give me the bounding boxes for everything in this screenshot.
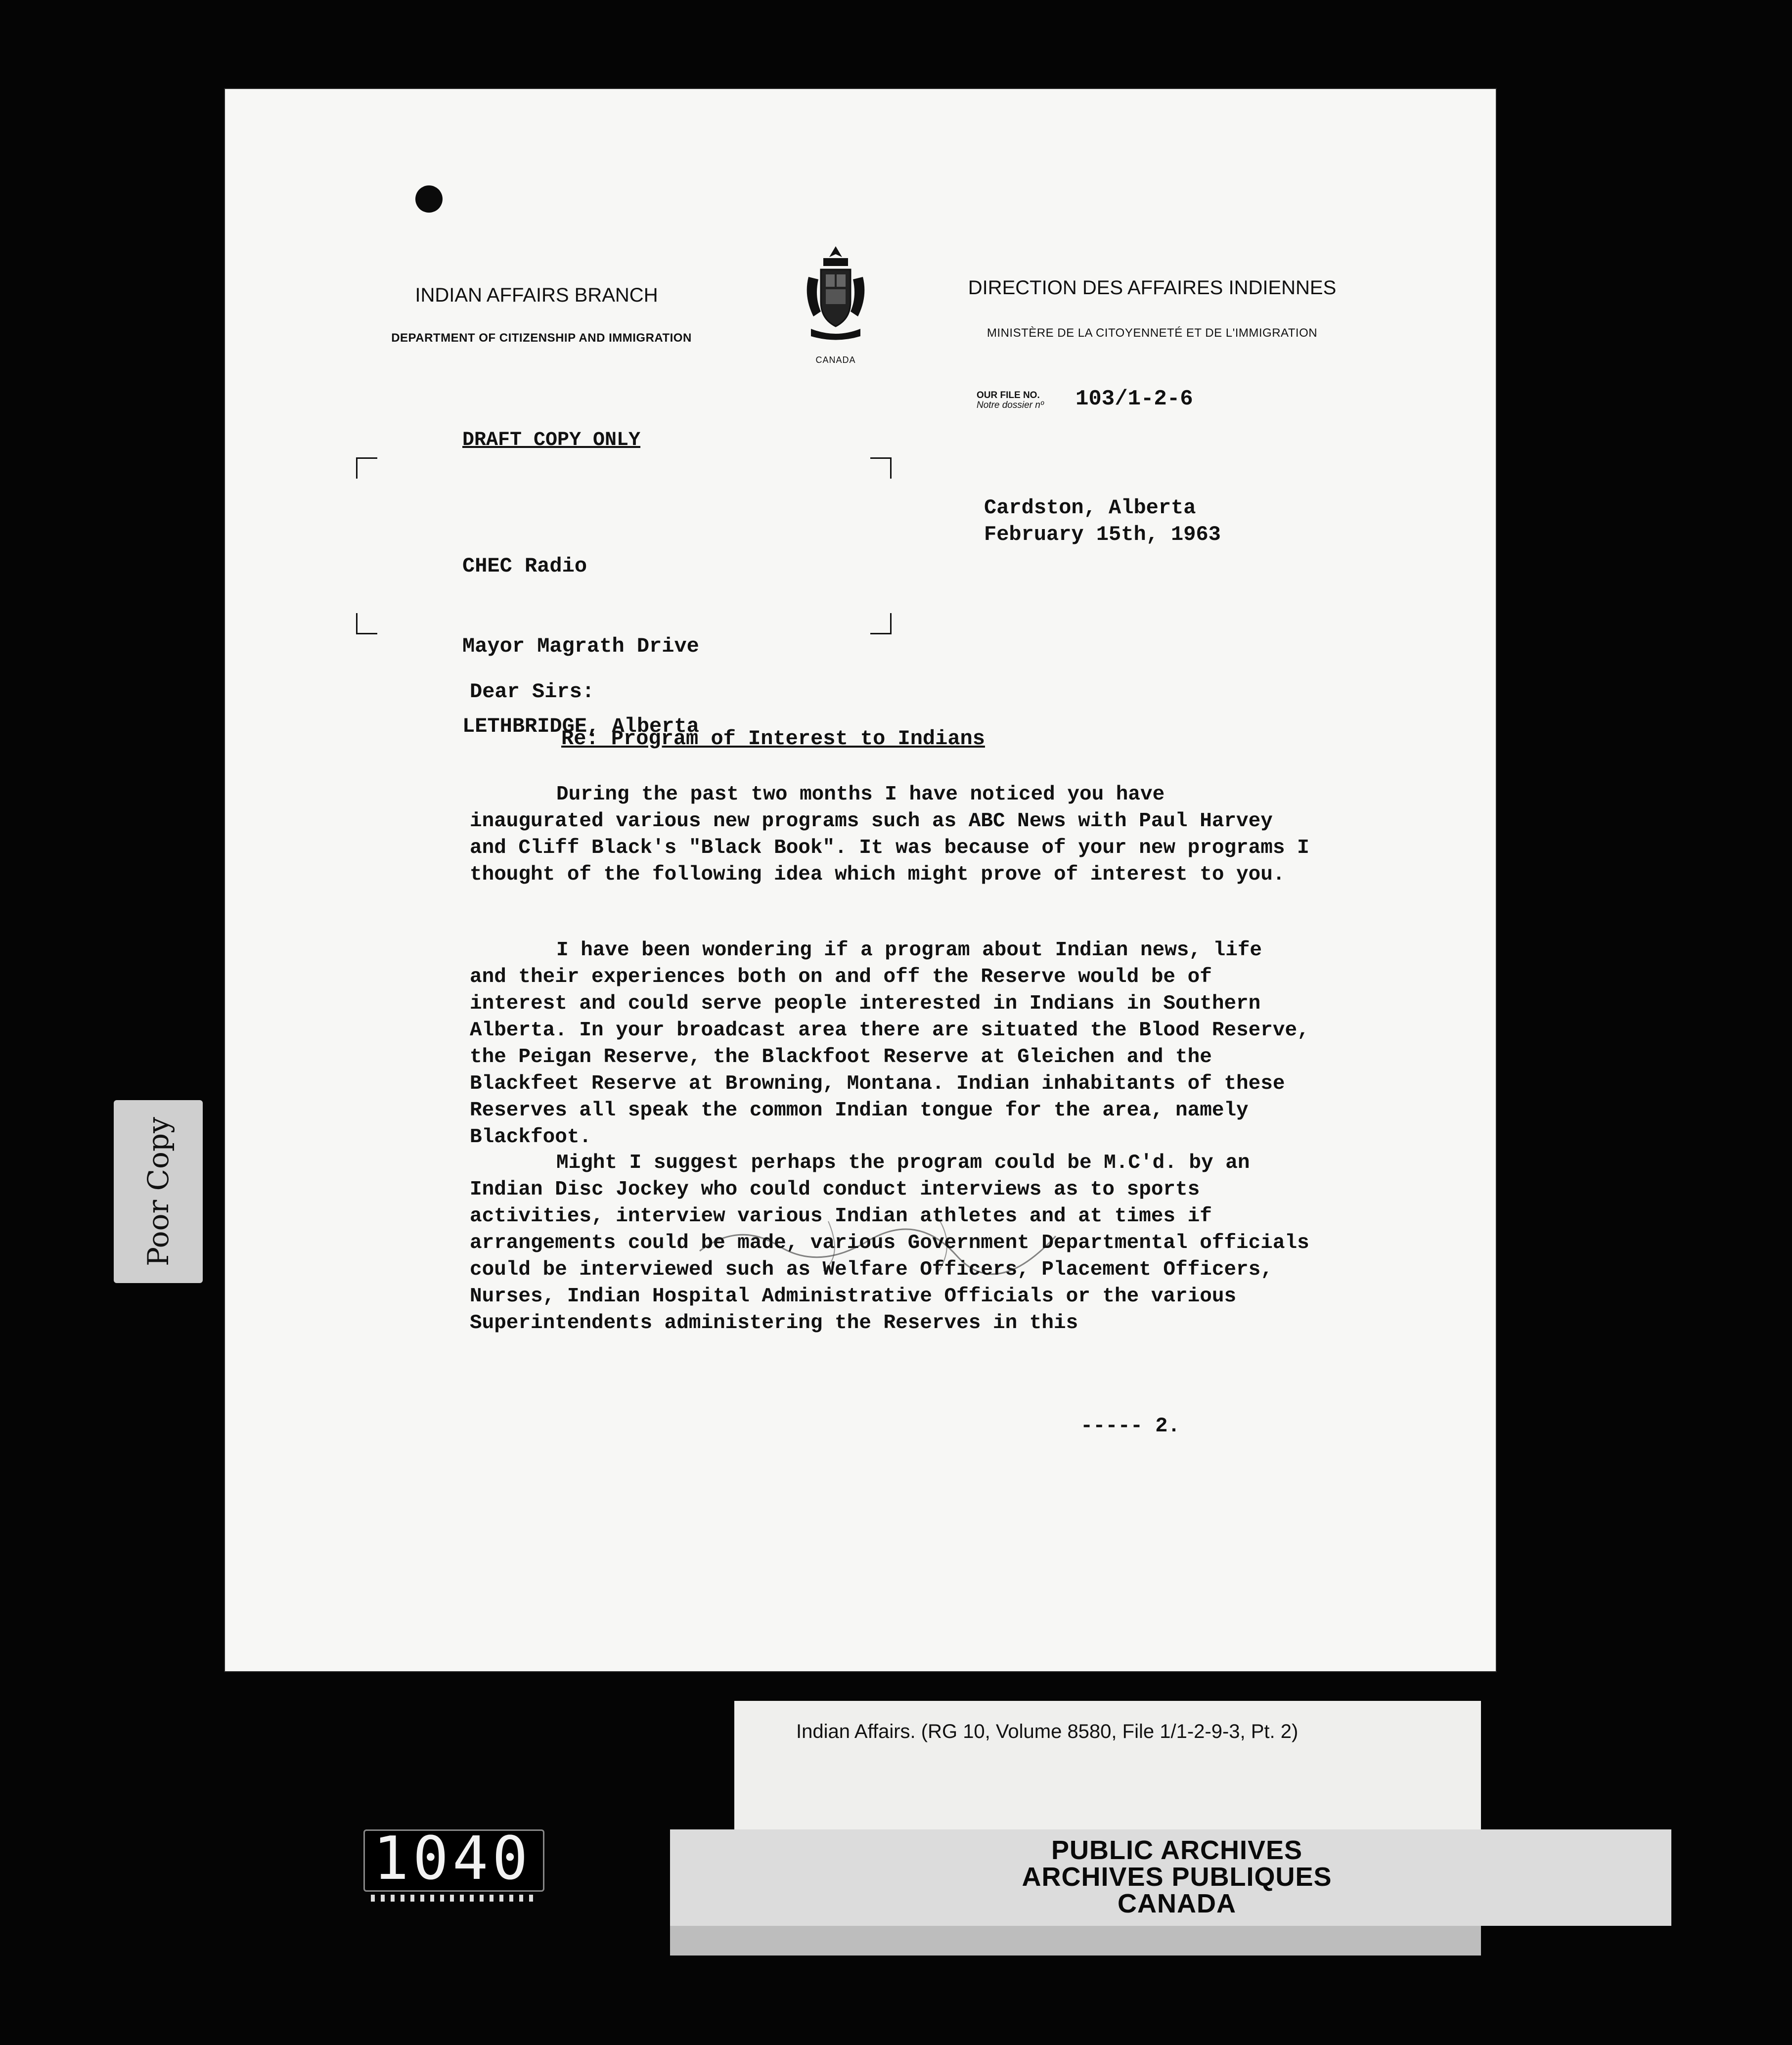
archive-reference: Indian Affairs. (RG 10, Volume 8580, File 1/1-2-9-3, Pt. 2) bbox=[796, 1721, 1299, 1742]
address-window-corner bbox=[356, 613, 377, 634]
frame-number: 1040 bbox=[373, 1824, 532, 1893]
branch-name-fr: DIRECTION DES AFFAIRES INDIENNES bbox=[968, 277, 1337, 299]
archive-stamp-line: ARCHIVES PUBLIQUES bbox=[1022, 1862, 1332, 1892]
crest-label: CANADA bbox=[815, 355, 856, 365]
recipient-line: Mayor Magrath Drive bbox=[462, 634, 699, 658]
address-window-corner bbox=[356, 457, 377, 479]
archive-stamp-line: CANADA bbox=[1118, 1889, 1236, 1918]
punch-hole bbox=[415, 185, 443, 213]
archive-strip-base bbox=[670, 1926, 1481, 1956]
place-and-date bbox=[984, 494, 1221, 548]
file-label-en: OUR FILE NO. bbox=[977, 390, 1040, 400]
address-window-corner bbox=[870, 613, 892, 634]
body-paragraph: Might I suggest perhaps the program could be M.C'd. by an Indian Disc Jockey who could conduct interviews as to sports activities, interview various Indian athletes and at times if arrangements could be made, various Government Departmental officials could be interviewed such as Welfare Officers, Placement Officers, Nurses, Indian Hospital Administrative Officials or the various Superintendents administering the Reserves in this bbox=[470, 1152, 1309, 1334]
canada-crest-icon bbox=[799, 242, 873, 346]
body-paragraph: During the past two months I have noticed you have inaugurated various new programs such as ABC News with Paul Harvey and Cliff Black's "Black Book". It was because of your new programs I thought of the following idea which might prove of interest to you. bbox=[470, 783, 1309, 886]
department-name-fr: MINISTÈRE DE LA CITOYENNETÉ ET DE L'IMMIGRATION bbox=[986, 326, 1318, 340]
department-name-en: DEPARTMENT OF CITIZENSHIP AND IMMIGRATION bbox=[391, 331, 692, 345]
salutation: Dear Sirs: bbox=[470, 680, 595, 704]
page-continuation: ----- 2. bbox=[1080, 1414, 1180, 1438]
file-label-fr: Notre dossier nº bbox=[977, 400, 1044, 410]
file-number-label bbox=[977, 391, 1044, 410]
letter-page bbox=[225, 89, 1496, 1671]
draft-notice: DRAFT COPY ONLY bbox=[462, 429, 641, 451]
archive-stamp bbox=[905, 1837, 1449, 1917]
side-note-text: Poor Copy bbox=[141, 1117, 175, 1266]
film-sprockets bbox=[371, 1895, 534, 1902]
file-number: 103/1-2-6 bbox=[1075, 387, 1193, 411]
body-paragraph: I have been wondering if a program about Indian news, life and their experiences both on and off the Reserve would be of interest and could serve people interested in Indians in Southern Alberta. In your broadcast area there are situated the Blood Reserve, the Peigan Reserve, the Blackfoot Reserve at Gleichen and the Blackfeet Reserve at Browning, Montana. Indian inhabitants of these Reserves all speak the common Indian tongue for the area, namely Blackfoot. bbox=[470, 939, 1309, 1149]
recipient-line: CHEC Radio bbox=[462, 554, 587, 578]
place: Cardston, Alberta bbox=[984, 496, 1196, 520]
subject-line: Re: Program of Interest to Indians bbox=[561, 727, 985, 751]
archive-stamp-line: PUBLIC ARCHIVES bbox=[1051, 1835, 1303, 1865]
branch-name-en: INDIAN AFFAIRS BRANCH bbox=[415, 284, 658, 306]
address-window-corner bbox=[870, 457, 892, 479]
recipient-line: LETHBRIDGE, Alberta bbox=[462, 714, 699, 738]
date: February 15th, 1963 bbox=[984, 523, 1221, 546]
